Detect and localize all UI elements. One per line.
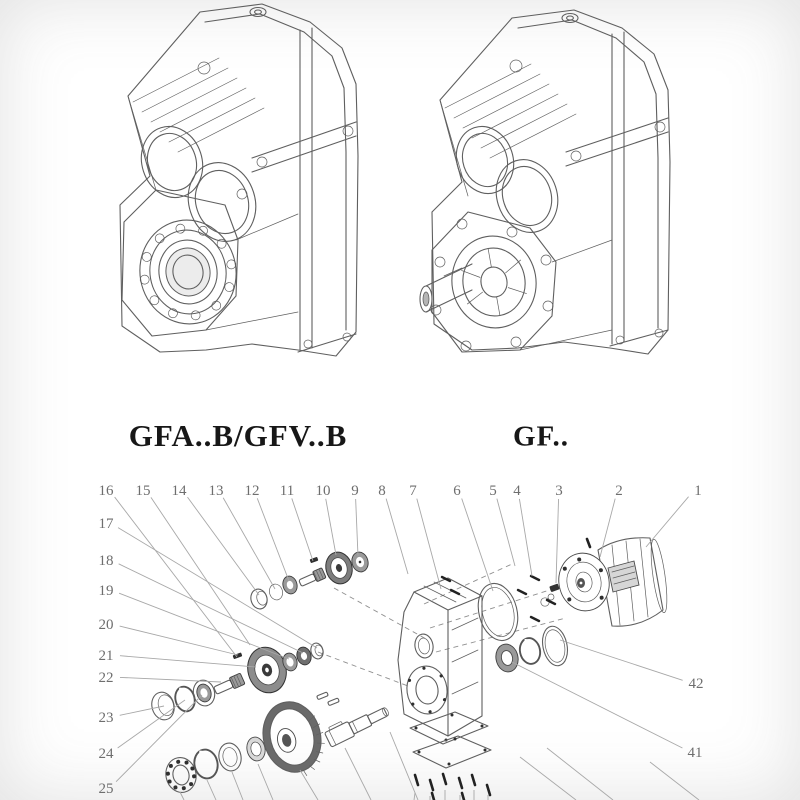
model-label-left: GFA..B/GFV..B [128,418,348,453]
callout-number-14: 14 [171,483,187,499]
gear-housing [398,578,482,736]
callout-number-6: 6 [453,483,461,499]
model-label-right: GF.. [512,420,570,453]
housing-bolts [415,774,490,800]
leader-line-5 [497,499,515,566]
leader-line-11 [292,498,313,561]
callout-number-18: 18 [98,553,114,569]
leader-line-4 [519,499,532,576]
leader-line-3 [556,499,559,583]
leader-line-7 [417,499,441,589]
callout-number-21: 21 [98,648,114,664]
leader-line-1 [646,497,689,547]
output-shaft [323,701,391,747]
callout-number-15: 15 [135,483,151,499]
output-seal-set [493,624,571,674]
output-shaft-set [163,692,392,795]
leader-line-16 [115,497,237,657]
input-shaft-set [249,549,371,611]
output-gear [256,695,332,784]
callout-number-11: 11 [279,483,295,499]
callout-number-23: 23 [98,710,114,726]
input-gear [322,549,355,587]
callout-number-24: 24 [98,746,114,762]
leader-line-22 [120,677,221,682]
leader-line-2 [600,499,615,557]
callout-number-1: 1 [694,483,702,499]
leader-stub-0 [180,792,184,800]
leader-line-8 [386,499,408,574]
callout-number-12: 12 [244,483,260,499]
callout-number-7: 7 [409,483,417,499]
leader-line-20 [120,626,238,655]
callout-number-41: 41 [687,745,703,761]
callout-number-25: 25 [98,781,114,797]
callout-number-13: 13 [208,483,224,499]
leader-line-42 [560,640,683,680]
motor [554,538,671,626]
callout-number-4: 4 [513,483,521,499]
callout-number-9: 9 [351,483,359,499]
leader-line-9 [356,499,358,556]
leader-stub-9 [650,762,699,800]
leader-line-18 [119,564,303,653]
intermediate-pinion-shaft [213,673,245,696]
callout-number-2: 2 [615,483,623,499]
callout-layer [99,483,704,800]
leader-stub-4 [300,770,318,800]
leader-line-10 [326,499,336,555]
flange-bolts [442,576,555,621]
leader-line-6 [462,498,493,591]
callout-number-3: 3 [555,483,563,499]
leader-stub-2 [232,772,243,800]
leader-line-13 [223,498,275,589]
leader-line-19 [119,593,289,659]
callout-number-19: 19 [98,583,114,599]
callout-number-17: 17 [98,516,114,532]
leader-stub-5 [345,748,371,800]
flange-gasket-ring [473,579,524,644]
callout-number-16: 16 [98,483,114,499]
assembly-dashed-lines [318,564,566,686]
leader-stub-3 [258,764,273,800]
callout-number-42: 42 [688,676,704,692]
leader-stub-7 [520,757,576,800]
input-pinion-shaft [298,568,326,589]
leader-line-24 [118,700,185,748]
leader-line-41 [512,662,682,748]
leader-line-14 [187,497,259,595]
callout-number-5: 5 [489,483,497,499]
housing-gaskets [410,712,491,768]
callout-number-20: 20 [98,617,114,633]
leader-line-23 [120,706,164,715]
callout-number-22: 22 [98,670,114,686]
intermediate-gear [243,643,292,697]
leader-stub-10 [414,793,415,800]
callout-number-8: 8 [378,483,386,499]
leader-stub-1 [207,780,216,800]
leader-stub-8 [547,748,613,800]
callout-number-10: 10 [315,483,331,499]
leader-stub-6 [390,732,418,800]
leader-line-12 [257,498,289,581]
